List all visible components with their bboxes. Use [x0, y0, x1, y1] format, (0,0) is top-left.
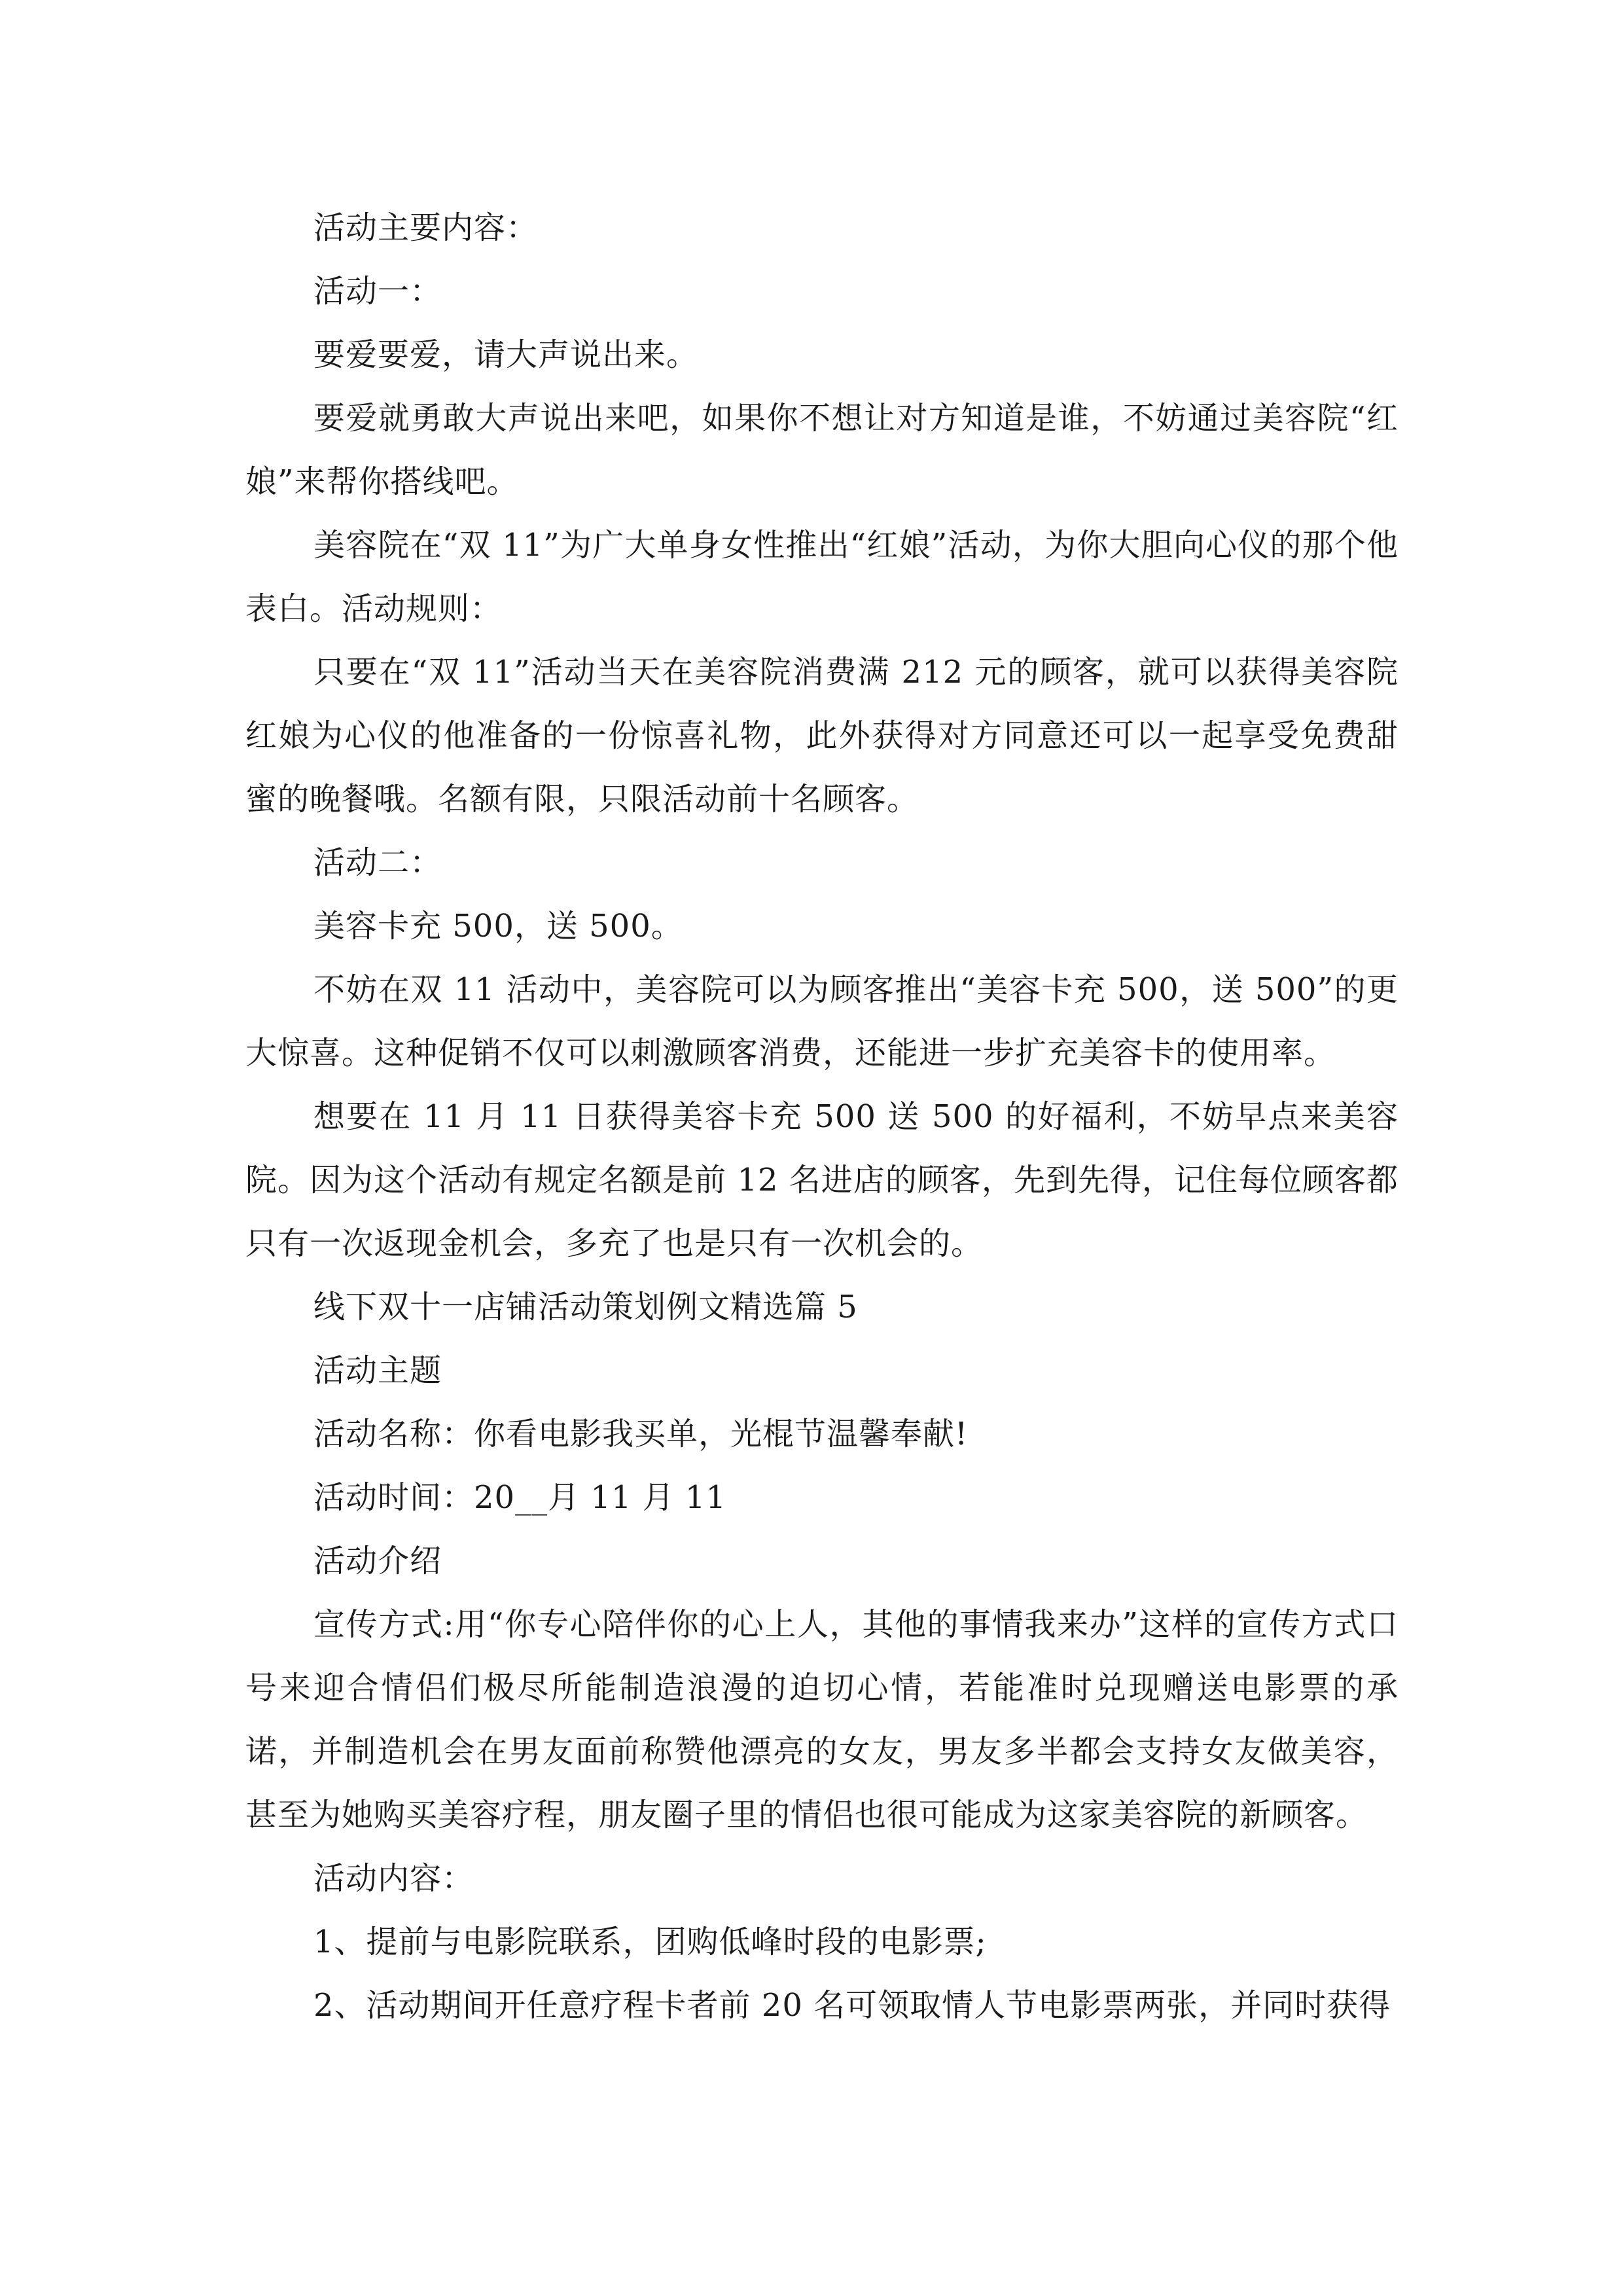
paragraph-activity-rules: 只要在“双 11”活动当天在美容院消费满 212 元的顾客，就可以获得美容院红娘为心仪的他准备的一份惊喜礼物，此外获得对方同意还可以一起享受免费甜蜜的晚餐哦。名额有限，只限活动前十名顾客。 [245, 654, 1399, 817]
section-title-example-5: 线下双十一店铺活动策划例文精选篇 5 [313, 1289, 858, 1325]
paragraph-main-content-heading: 活动主要内容： [313, 209, 539, 246]
list-item-2: 2、活动期间开任意疗程卡者前 20 名可领取情人节电影票两张，并同时获得 [313, 1987, 1391, 2024]
paragraph-activity-two-heading: 活动二： [313, 844, 442, 881]
paragraph-promotion-method: 宣传方式:用“你专心陪伴你的心上人，其他的事情我来办”这样的宣传方式口号来迎合情侣们极尽所能制造浪漫的迫切心情，若能准时兑现赠送电影票的承诺，并制造机会在男友面前称赞他漂亮的女友，男友多半都会支持女友做美容，甚至为她购买美容疗程，朋友圈子里的情侣也很可能成为这家美容院的新顾客。 [245, 1606, 1399, 1833]
paragraph-introduction-heading: 活动介绍 [313, 1543, 442, 1579]
paragraph-content-heading: 活动内容： [313, 1860, 474, 1897]
paragraph-matchmaker-event: 美容院在“双 11”为广大单身女性推出“红娘”活动，为你大胆向心仪的那个他表白。活动规则： [245, 527, 1399, 627]
list-item-1: 1、提前与电影院联系，团购低峰时段的电影票; [313, 1924, 987, 1960]
paragraph-activity-name: 活动名称：你看电影我买单，光棍节温馨奉献! [313, 1416, 969, 1452]
paragraph-activity-one-heading: 活动一： [313, 273, 442, 310]
paragraph-activity-two-details: 想要在 11 月 11 日获得美容卡充 500 送 500 的好福利，不妨早点来美容院。因为这个活动有规定名额是前 12 名进店的顾客，先到先得，记住每位顾客都只有一次返现金机会，多充了也是只有一次机会的。 [245, 1098, 1399, 1262]
paragraph-activity-two-title: 美容卡充 500，送 500。 [313, 908, 683, 944]
paragraph-activity-one-intro: 要爱就勇敢大声说出来吧，如果你不想让对方知道是谁，不妨通过美容院“红娘”来帮你搭线吧。 [245, 400, 1399, 500]
paragraph-activity-time: 活动时间：20__月 11 月 11 [313, 1479, 727, 1516]
paragraph-theme-heading: 活动主题 [313, 1352, 442, 1389]
paragraph-activity-one-title: 要爱要爱，请大声说出来。 [313, 336, 699, 373]
paragraph-activity-two-intro: 不妨在双 11 活动中，美容院可以为顾客推出“美容卡充 500，送 500”的更大惊喜。这种促销不仅可以刺激顾客消费，还能进一步扩充美容卡的使用率。 [245, 971, 1399, 1071]
document-body [245, 196, 1399, 2037]
